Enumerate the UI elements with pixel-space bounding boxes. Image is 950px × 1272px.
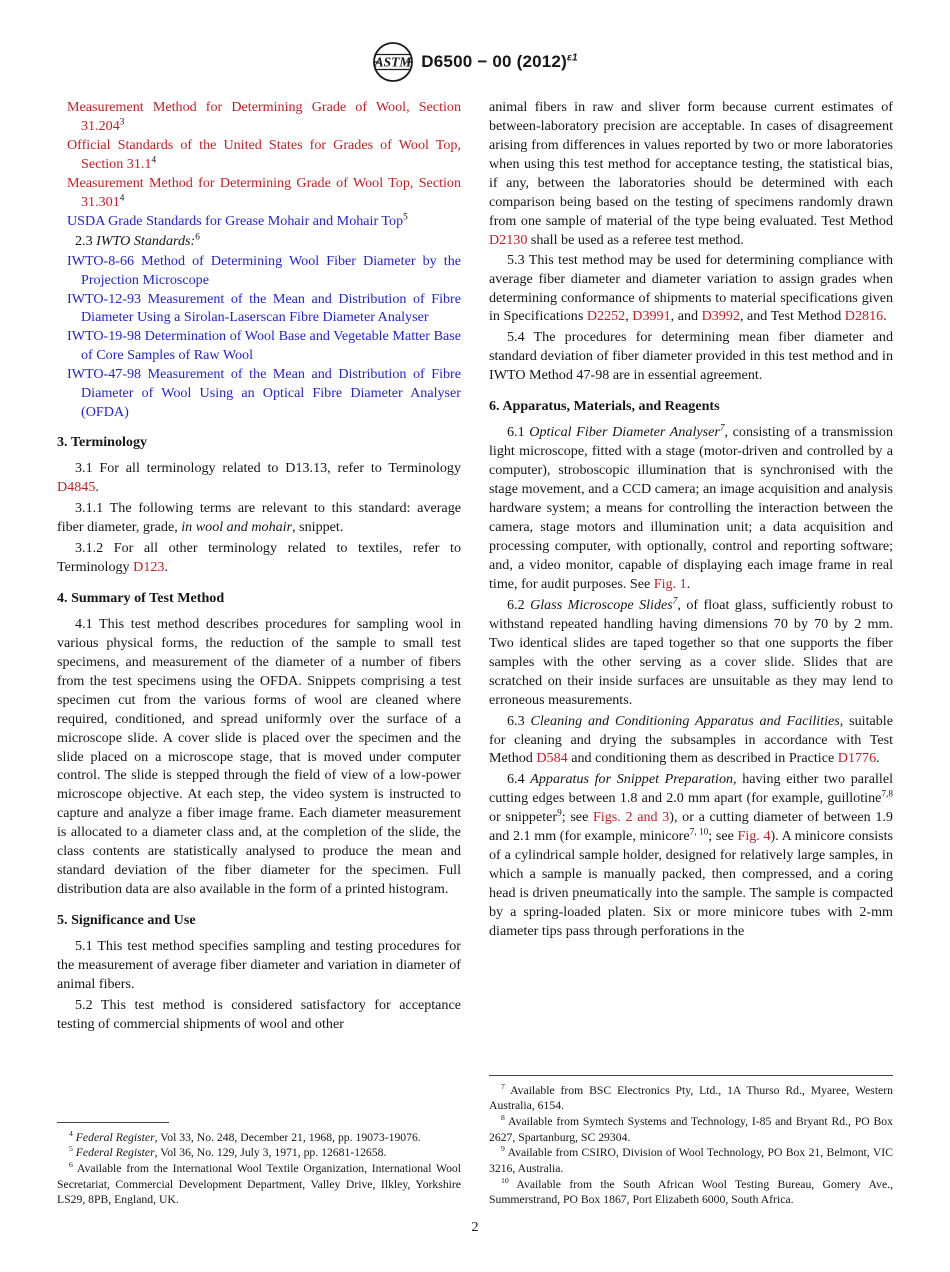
- paragraph-6-3: [489, 712, 893, 769]
- section-4-heading: 4. Summary of Test Method: [57, 589, 225, 606]
- text-segment: Available from BSC Electronics Pty, Ltd., 1A Thurso Rd., Myaree, Western Australia, 6154.: [489, 1083, 893, 1113]
- iwto-reference-entry: [57, 365, 461, 422]
- text-segment: 5.4 The procedures for determining mean fiber diameter and standard deviation of fiber diameter provided in this test method and in IWTO Method 47-98 are in essential agreement.: [489, 329, 893, 384]
- left-column: [57, 98, 461, 1208]
- text-segment: 3.1.2 For all other terminology related to textiles, refer to Terminology: [57, 539, 461, 575]
- footnote-10: [489, 1177, 893, 1208]
- reference-link-entry: [57, 136, 461, 174]
- text-segment: Federal Register: [75, 1130, 155, 1144]
- footnote-separator-rule: [57, 1122, 169, 1123]
- text-segment: 10: [501, 1175, 509, 1185]
- doc-link[interactable]: IWTO-8-66: [67, 252, 142, 269]
- text-segment: Available from Symtech Systems and Technology, I-85 and Bryant Rd., PO Box 2627, Spartanburg, SC 29304.: [489, 1114, 893, 1144]
- text-segment: ), or a cutting diameter of between 1.9 and 2.1 mm (for example, minicore: [489, 809, 893, 845]
- text-segment: 4.1 This test method describes procedures for sampling wool in various physical forms, the reduction of the sample to small test specimens, and measurement of the diameter of a number of fibers from the test specimens using the OFDA. Snippets comprising a test specimen cut from the various forms of wool are cleaned where required, conditioned, and spread uniformly over the surface of a microscope slide. A cover slide is placed over the specimen and the slide placed on a microscope stage, that is moved under computer control. The slide is stepped through the field of view of a low-power microscope objective. At each step, the video system is instructed to capture and analyze a fiber image frame. Each diameter measurement is allocated to a diameter class and, at the completion of the slide, the class contents are statistically analysed to produce the mean and standard deviation of the fiber diameter for the specimen. Full distribution data are also available in the form of a printed histogram.: [57, 615, 461, 898]
- text-segment: and conditioning them as described in Practice: [567, 750, 838, 767]
- doc-link[interactable]: Figs. 2 and 3: [593, 809, 670, 826]
- right-footnotes: [489, 1071, 893, 1208]
- doc-link[interactable]: D2130: [489, 231, 528, 248]
- text-segment: suitable for cleaning and drying the subsamples in accordance with Test Method: [489, 712, 893, 767]
- text-segment: 5.2 This test method is considered satisfactory for acceptance testing of commercial shipments of wool and other: [57, 996, 461, 1032]
- designation-text: D6500 − 00 (2012): [421, 52, 567, 71]
- text-segment: shall be used as a referee test method.: [527, 231, 744, 248]
- doc-link[interactable]: D584: [536, 750, 568, 767]
- doc-link[interactable]: D3992: [701, 308, 740, 325]
- paragraph-5-1: [57, 937, 461, 994]
- text-segment: having either two parallel cutting edges between 1.8 and 2.0 mm apart (for example, guillotine: [489, 771, 893, 807]
- text-segment: 6: [69, 1160, 73, 1170]
- document-header: [57, 40, 893, 84]
- paragraph-3-1: [57, 459, 461, 497]
- text-segment: .: [876, 750, 880, 767]
- text-segment: Federal Register: [75, 1146, 155, 1160]
- text-segment: or snippeter: [489, 809, 558, 826]
- text-segment: , Vol 36, No. 129, July 3, 1971, pp. 12681-12658.: [154, 1146, 387, 1160]
- doc-link[interactable]: Measurement Method for Determining Grade of Wool Top, Section 31.301: [67, 174, 461, 210]
- left-footnotes: [57, 1118, 461, 1208]
- paragraph-6-1: [489, 423, 893, 594]
- section-3-heading: 3. Terminology: [57, 434, 148, 451]
- paragraph-5-3: [489, 251, 893, 327]
- text-segment: 6.4: [507, 771, 531, 788]
- text-segment: 7: [501, 1081, 505, 1091]
- text-segment: Glass Microscope Slides: [530, 596, 673, 613]
- doc-link[interactable]: D2252: [586, 308, 626, 325]
- text-segment: .: [164, 558, 168, 575]
- text-segment: 6.3: [507, 712, 531, 729]
- text-segment: 4: [119, 193, 125, 204]
- footnote-5: [57, 1145, 461, 1161]
- text-segment: , Vol 33, No. 248, December 21, 1968, pp. 19073-19076.: [154, 1130, 421, 1144]
- doc-link[interactable]: IWTO-47-98: [67, 366, 148, 383]
- text-segment: ; see: [561, 809, 593, 826]
- iwto-reference-entry: [57, 290, 461, 328]
- paragraph-5-4: [489, 328, 893, 385]
- text-segment: , and: [670, 308, 702, 325]
- footnote-6: [57, 1161, 461, 1208]
- text-segment: Optical Fiber Diameter Analyser: [529, 424, 720, 441]
- astm-logo-icon: [372, 41, 414, 83]
- doc-link[interactable]: D2816: [844, 308, 884, 325]
- text-segment: 5.1 This test method specifies sampling and testing procedures for the measurement of average fiber diameter and variation in diameter of animal fibers.: [57, 938, 461, 992]
- text-segment: ). A minicore consists of a cylindrical sample holder, designed for relatively large samples, in which a sample is manually packed, then compressed, and a coring head is driven pneumatically into the sample. The sample is compacted by a spring-loaded platen. Six or more minicore tubes with 2-mm diameter tips pass through perforations in the: [489, 828, 893, 940]
- iwto-reference-entry: [57, 252, 461, 290]
- astm-logo-text: ASTM: [374, 54, 412, 70]
- paragraph-5-2-continuation: [489, 98, 893, 250]
- text-segment: 7, 10: [689, 827, 709, 838]
- text-segment: ; see: [708, 828, 738, 845]
- doc-link[interactable]: USDA Grade Standards for Grease Mohair and Mohair Top: [67, 212, 404, 229]
- text-segment: 9: [501, 1144, 505, 1154]
- text-segment: Cleaning and Conditioning Apparatus and Facilities,: [530, 712, 844, 729]
- text-segment: , of float glass, sufficiently robust to withstand repeated handling having dimensions 70 by 70 by 2 mm. Two identical slides are taped together so that one supports the fiber samples with the other serving as a cover slide. Slides that are scratched on their inside surfaces are unsuitable as they may lend to erroneous measurements.: [489, 596, 893, 708]
- designation-revision-mark: ε1: [566, 52, 578, 64]
- doc-link[interactable]: IWTO-12-93: [67, 290, 148, 307]
- doc-link[interactable]: D1776: [837, 750, 877, 767]
- paragraph-3-1-2: [57, 539, 461, 577]
- section-6-heading: 6. Apparatus, Materials, and Reagents: [489, 398, 720, 415]
- text-segment: 4: [151, 155, 157, 166]
- text-segment: 6.2: [507, 596, 531, 613]
- text-segment: Available from CSIRO, Division of Wool Technology, PO Box 21, Belmont, VIC 3216, Australia.: [489, 1146, 893, 1175]
- right-column: [489, 98, 893, 1208]
- text-segment: 6: [195, 231, 200, 242]
- text-segment: 4: [69, 1128, 73, 1138]
- reference-link-entry: [57, 98, 461, 136]
- text-segment: 3: [119, 117, 125, 128]
- text-segment: animal fibers in raw and sliver form because current estimates of between-laboratory precision are acceptable. In cases of disagreement arising from differences in values reported by two or more laboratories when using this test method for acceptance testing, the statistical bias, if any, between the laboratories should be determined with each comparison being based on the testing of specimens randomly drawn from one sample of material of the type being evaluated. Test Method: [489, 99, 893, 229]
- doc-link[interactable]: Method of Determining Wool Fiber Diameter by the Projection Microscope: [81, 252, 461, 288]
- text-segment: 5: [403, 212, 408, 223]
- page-footer: [57, 1220, 893, 1236]
- text-segment: , snippet.: [292, 519, 344, 536]
- section-5-heading: 5. Significance and Use: [57, 912, 196, 929]
- text-segment: Available from the South African Wool Testing Bureau, Gomery Ave., Summerstrand, PO Box 1867, Port Elizabeth 6000, South Africa.: [489, 1177, 893, 1207]
- text-segment: 2.3: [75, 232, 97, 249]
- text-segment: Apparatus for Snippet Preparation,: [530, 771, 737, 788]
- text-segment: .: [686, 575, 691, 592]
- text-segment: .: [883, 308, 887, 325]
- text-segment: 3.1 For all terminology related to D13.13, refer to Terminology: [75, 460, 461, 477]
- paragraph-3-1-1: [57, 499, 461, 537]
- text-segment: 8: [501, 1113, 505, 1123]
- footnote-separator-rule: [489, 1075, 893, 1076]
- page-number: 2: [471, 1220, 479, 1235]
- text-segment: 9: [557, 808, 562, 819]
- reference-link-entry: [57, 174, 461, 212]
- text-segment: Available from the International Wool Textile Organization, International Wool Secretariat, Commercial Development Department, Valley Drive, Ilkley, Yorkshire LS29, 8PB, England, UK.: [57, 1161, 461, 1207]
- text-segment: 3.1.1 The following terms are relevant to this standard: average fiber diameter, grade,: [57, 500, 461, 536]
- doc-link[interactable]: D4845: [57, 479, 96, 496]
- paragraph-6-2: [489, 596, 893, 710]
- doc-link[interactable]: Fig. 1: [653, 575, 687, 592]
- text-segment: in wool and mohair: [181, 519, 293, 536]
- text-segment: 7: [719, 423, 725, 434]
- standard-designation: [421, 52, 577, 72]
- doc-link[interactable]: Measurement of the Mean and Distribution of Fibre Diameter Using a Sirolan-Laserscan Fibre Diameter Analyser: [81, 290, 461, 326]
- text-segment: 5: [69, 1144, 73, 1154]
- text-segment: ,: [625, 308, 633, 325]
- doc-link[interactable]: IWTO-19-98: [67, 328, 145, 345]
- iwto-standards-subheading: [57, 232, 461, 251]
- text-segment: 7: [672, 596, 678, 607]
- paragraph-6-4: [489, 770, 893, 941]
- text-segment: 5.3 This test method may be used for determining compliance with average fiber diameter and diameter variation to assign grades when determining conformance of shipments to material specifications given in Specifications: [489, 251, 893, 325]
- paragraph-4-1: [57, 615, 461, 899]
- doc-link[interactable]: Measurement of the Mean and Distribution of Fibre Diameter of Wool Using an Optical Fibre Diameter Analyser (OFDA): [81, 366, 461, 421]
- document-body: [57, 98, 893, 1208]
- doc-link[interactable]: D123: [133, 558, 165, 575]
- text-segment: .: [95, 479, 99, 496]
- paragraph-5-2: [57, 996, 461, 1034]
- doc-link[interactable]: Official Standards of the United States for Grades of Wool Top, Section 31.1: [67, 136, 461, 172]
- doc-link[interactable]: D3991: [632, 308, 671, 325]
- text-segment: 7,8: [881, 789, 893, 800]
- iwto-reference-entry: [57, 327, 461, 365]
- footnote-9: [489, 1145, 893, 1176]
- footnote-4: [57, 1130, 461, 1146]
- doc-link[interactable]: Measurement Method for Determining Grade of Wool, Section 31.204: [67, 99, 461, 134]
- text-segment: 6.1: [507, 424, 530, 441]
- footnote-7: [489, 1083, 893, 1114]
- footnote-8: [489, 1114, 893, 1145]
- doc-link[interactable]: Fig. 4: [737, 828, 771, 845]
- text-segment: , consisting of a transmission light microscope, fitted with a stage (motor-driven and controlled by a computer), stroboscopic illumination that is synchronised with the stage movement, and a CCD camera; an image acquisition and analysis hardware system; a means for controlling the interaction between the camera, stage motors and illumination unit; a data acquisition and processing computer, with optionally, control and reporting software; and, a video monitor, capable of displaying each image frame in real time, for audit purposes. See: [489, 424, 893, 592]
- text-segment: , and Test Method: [739, 308, 845, 325]
- doc-link[interactable]: Determination of Wool Base and Vegetable Matter Base of Core Samples of Raw Wool: [81, 328, 461, 364]
- reference-link-entry: [57, 212, 461, 231]
- text-segment: IWTO Standards:: [96, 232, 196, 249]
